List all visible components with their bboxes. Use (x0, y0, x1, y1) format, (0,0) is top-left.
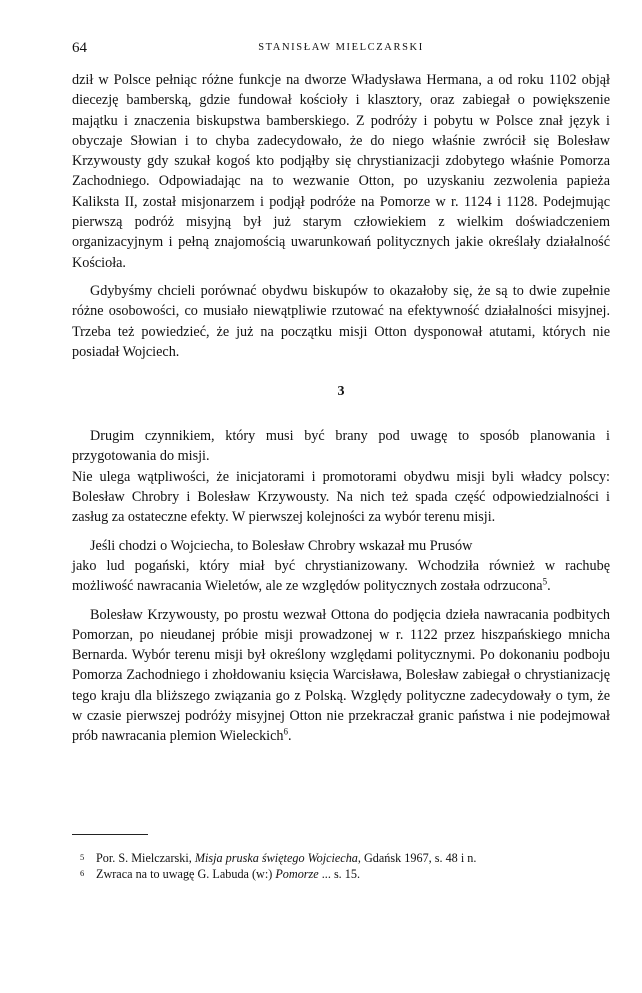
paragraph-krzywousty-text: Bolesław Krzywousty, po prostu wezwał Ottona do podjęcia dzieła nawracania podbitych Pomorzan, po nieudanej próbie misji prowadzonej w r. 1122 przez hiszpańskiego mnicha Bernarda. Wybór terenu misji był określony względami politycznymi. Po dokonaniu podboju Pomorza Zachodniego i zhołdowaniu księcia Warcisława, Bolesław zabiegał o chrystianizację tego kraju dla bliższego związania go z Polską. Względy polityczne zadecydowały o tym, że w czasie pierwszej podróży misyjnej Otton nie przekraczał granic państwa i nie podejmował prób nawracania plemion Wieleckich (72, 606, 610, 745)
page-number: 64 (72, 40, 87, 56)
paragraph-wojciech (72, 556, 610, 597)
paragraph-wojciech-end: . (547, 578, 551, 595)
section-number: 3 (337, 384, 345, 400)
paragraph-second-factor: Drugim czynnikiem, który musi być brany pod uwagę to sposób planowania i przygotowania do misji. (72, 428, 610, 465)
paragraph-continuation: dził w Polsce pełniąc różne funkcje na dworze Władysława Hermana, a od roku 1102 objął diecezję bamberską, gdzie fundował kościoły i klasztory, oraz zabiegał o powiększenie majątku i znaczenia biskupstwa bamberskiego. Z podróży i pobytu w Polsce znał język i obyczaje Słowian i to chyba zadecydowało, że do niego właśnie zwrócił się Bolesław Krzywousty gdy szukał kogoś kto podjąłby się chrystianizacji zdobytego właśnie Pomorza Zachodniego. Odpowiadając na to wezwanie Otton, po uzyskaniu zezwolenia papieża Kaliksta II, został misjonarzem i podjął podróże na Pomorze w r. 1124 i 1128. Podejmując pierwszą podróż misyjną był już starym człowiekiem z wielkim doświadczeniem organizacyjnym i pełną znajomością uwarunkowań politycznych jakie określały działalność Kościoła. (72, 72, 610, 271)
footnote-title: Misja pruska świętego Wojciecha (194, 851, 358, 865)
footnote-title: Pomorze (275, 866, 319, 881)
paragraph-initiators: Nie ulega wątpliwości, że inicjatorami i promotorami obydwu misji byli władcy polscy: Bolesław Chrobry i Bolesław Krzywousty. Na nich też spada część odpowiedzialności i zasług za ostateczne efekty. W pierwszej kolejności za wybór terenu misji. (72, 468, 610, 526)
running-head: STANISŁAW MIELCZARSKI (258, 42, 424, 53)
paragraph-comparison: Gdybyśmy chcieli porównać obydwu biskupów to okazałoby się, że są to dwie zupełnie różne osobowości, co musiało niewątpliwie rzutować na efektywność działalności misyjnej. Trzeba też powiedzieć, że już na początku misji Otton dysponował atutami, których nie posiadał Wojciech. (72, 282, 610, 360)
page-header (72, 40, 610, 60)
paragraph-wojciech-line: Jeśli chodzi o Wojciecha, to Bolesław Chrobry wskazał mu Prusów (90, 537, 473, 554)
paragraph-krzywousty (72, 605, 610, 747)
footnote-suffix: , Gdańsk 1967, s. 48 i n. (357, 851, 477, 865)
footnote-6 (80, 867, 610, 883)
footnote-ref-6[interactable]: 6 (283, 726, 288, 737)
footnote-ref-5[interactable]: 5 (542, 576, 548, 587)
paragraph-wojciech-text: jako lud pogański, który miał być chrystianizowany. Wchodziła również w rachubę możliwość nawracania Wieletów, ale ze względów politycznych została odrzucona (72, 557, 610, 595)
footnote-prefix: Zwraca na to uwagę G. Labuda (w:) (96, 866, 273, 881)
footnote-mark: 6 (80, 867, 85, 878)
paragraph-krzywousty-end: . (288, 728, 292, 745)
body-text (72, 70, 610, 747)
footnote-5 (80, 851, 610, 867)
footnotes (80, 851, 610, 882)
footnote-prefix: Por. S. Mielczarski, (96, 851, 192, 865)
footnote-suffix: ... s. 15. (318, 866, 361, 881)
footnote-mark: 5 (80, 852, 85, 862)
footnote-divider (72, 834, 148, 835)
